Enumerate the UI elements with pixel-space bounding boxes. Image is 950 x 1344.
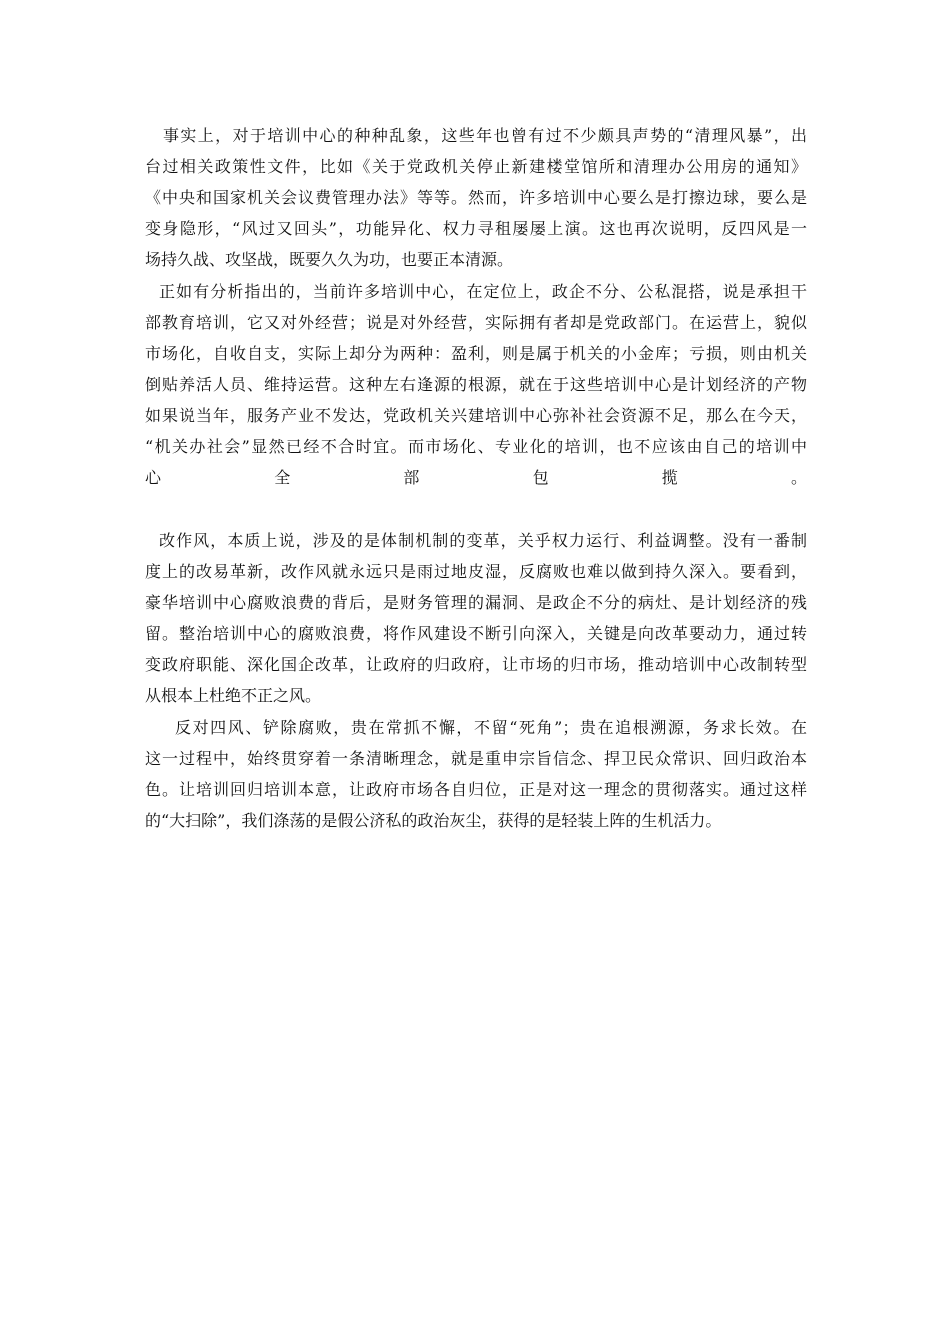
paragraph-line: 正如有分析指出的，当前许多培训中心，在定位上，政企不分、公私混搭，说是承担干	[159, 282, 807, 301]
paragraph-line: “机关办社会”显然已经不合时宜。而市场化、专业化的培训，也不应该由自己的培训中	[145, 437, 807, 456]
paragraph-line: 倒贴养活人员、维持运营。这种左右逢源的根源，就在于这些培训中心是计划经济的产物	[145, 375, 807, 394]
paragraph-2	[145, 276, 807, 524]
paragraph-line: 《中央和国家机关会议费管理办法》等等。然而，许多培训中心要么是打擦边球，要么是	[145, 188, 807, 207]
paragraph-line: 变身隐形，“风过又回头”，功能异化、权力寻租屡屡上演。这也再次说明，反四风是一	[145, 219, 807, 238]
paragraph-line: 留。整治培训中心的腐败浪费，将作风建设不断引向深入，关键是向改革要动力，通过转	[145, 624, 807, 643]
paragraph-line: 场持久战、攻坚战，既要久久为功，也要正本清源。	[145, 250, 514, 269]
paragraph-1	[145, 120, 807, 275]
paragraph-line: 变政府职能、深化国企改革，让政府的归政府，让市场的归市场，推动培训中心改制转型	[145, 655, 807, 674]
paragraph-line: 台过相关政策性文件，比如《关于党政机关停止新建楼堂馆所和清理办公用房的通知》	[145, 157, 807, 176]
paragraph-line: 心全部包揽。	[145, 468, 807, 487]
paragraph-line: 的“大扫除”，我们涤荡的是假公济私的政治灰尘，获得的是轻装上阵的生机活力。	[145, 811, 722, 830]
paragraph-3	[145, 525, 807, 711]
paragraph-line: 如果说当年，服务产业不发达，党政机关兴建培训中心弥补社会资源不足，那么在今天，	[145, 406, 807, 425]
paragraph-line: 市场化，自收自支，实际上却分为两种：盈利，则是属于机关的小金库；亏损，则由机关	[145, 344, 807, 363]
paragraph-line: 色。让培训回归培训本意，让政府市场各自归位，正是对这一理念的贯彻落实。通过这样	[145, 780, 807, 799]
paragraph-line: 事实上，对于培训中心的种种乱象，这些年也曾有过不少颇具声势的“清理风暴”，出	[163, 126, 807, 145]
paragraph-4	[145, 712, 807, 836]
paragraph-line: 这一过程中，始终贯穿着一条清晰理念，就是重申宗旨信念、捍卫民众常识、回归政治本	[145, 749, 807, 768]
paragraph-line: 部教育培训，它又对外经营；说是对外经营，实际拥有者却是党政部门。在运营上，貌似	[145, 313, 807, 332]
paragraph-line: 豪华培训中心腐败浪费的背后，是财务管理的漏洞、是政企不分的病灶、是计划经济的残	[145, 593, 807, 612]
paragraph-line: 从根本上杜绝不正之风。	[145, 686, 322, 705]
paragraph-line	[145, 493, 807, 524]
paragraph-line: 反对四风、铲除腐败，贵在常抓不懈，不留“死角”；贵在追根溯源，务求长效。在	[175, 718, 807, 737]
document-body	[145, 120, 807, 836]
paragraph-line: 改作风，本质上说，涉及的是体制机制的变革，关乎权力运行、利益调整。没有一番制	[159, 531, 807, 550]
paragraph-line: 度上的改易革新，改作风就永远只是雨过地皮湿，反腐败也难以做到持久深入。要看到，	[145, 562, 807, 581]
